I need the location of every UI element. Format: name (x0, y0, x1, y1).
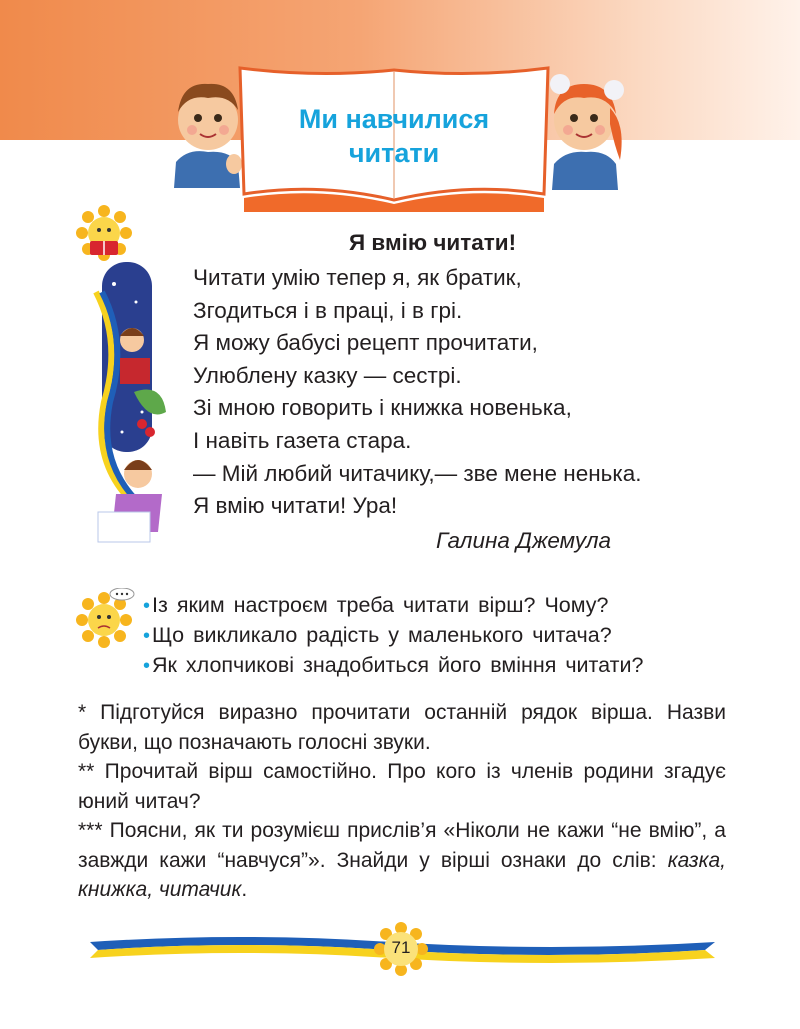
questions-list (143, 590, 643, 680)
poem-line: Зі мною говорить і книжка новенька, (193, 395, 572, 421)
poem-body (193, 262, 641, 523)
poem-author: Галина Джемула (436, 528, 612, 553)
task-1 (78, 698, 726, 757)
task-marker: *** (78, 819, 103, 842)
boy-illustration (168, 72, 248, 188)
poem-title: Я вмію читати! (349, 230, 517, 255)
page-title (238, 102, 550, 170)
poem-line: Згодиться і в праці, і в грі. (193, 297, 463, 323)
task-marker: * (78, 701, 87, 724)
girl-illustration (540, 64, 630, 190)
poem-line: — Мій любий читачику,— зве мене ненька. (193, 460, 642, 486)
task-end: . (241, 878, 248, 901)
poem-line: Я можу бабусі рецепт прочитати, (193, 330, 538, 356)
poem-line: Я вмію читати! Ура! (193, 493, 398, 519)
task-text: Прочитай вірш самостійно. Про кого із членів родини згадує юний читач? (78, 760, 726, 813)
question-text: Із яким настроєм треба читати вірш? Чому? (152, 593, 609, 617)
tasks-section (78, 698, 726, 905)
poem-line: І навіть газета стара. (193, 427, 412, 453)
bullet-icon: • (143, 655, 151, 677)
bullet-icon: • (143, 595, 151, 617)
question-text: Що викликало радість у маленького читача? (152, 623, 612, 647)
task-2 (78, 757, 726, 816)
task-text: Поясни, як ти розумієш прислів’я «Ніколи не кажи “не вмію”, а завжди кажи “навчуся”». Знайди у вірші ознаки до слів: (78, 819, 726, 872)
title-book (238, 66, 550, 212)
poem-line: Читати умію тепер я, як братик, (193, 265, 522, 290)
sunflower-reading-icon (76, 205, 132, 261)
task-text: Підготуйся виразно прочитати останній рядок вірша. Назви букви, що позначають голосні звуки. (78, 701, 726, 754)
reading-children-illustration (92, 262, 170, 562)
title-line-1: Ми навчилися (298, 104, 490, 134)
question-text: Як хлопчикові знадобиться його вміння читати? (152, 653, 644, 677)
task-words: казка, книжка, читачик (78, 848, 727, 901)
task-marker: ** (78, 760, 95, 783)
title-line-2: читати (348, 138, 440, 168)
bullet-icon: • (143, 625, 151, 647)
sunflower-thinking-icon (76, 588, 136, 648)
page-number: 71 (391, 938, 411, 957)
question-item (143, 590, 643, 620)
task-3 (78, 816, 726, 905)
question-item (143, 650, 643, 680)
poem-line: Улюблену казку — сестрі. (193, 362, 462, 388)
question-item (143, 620, 643, 650)
